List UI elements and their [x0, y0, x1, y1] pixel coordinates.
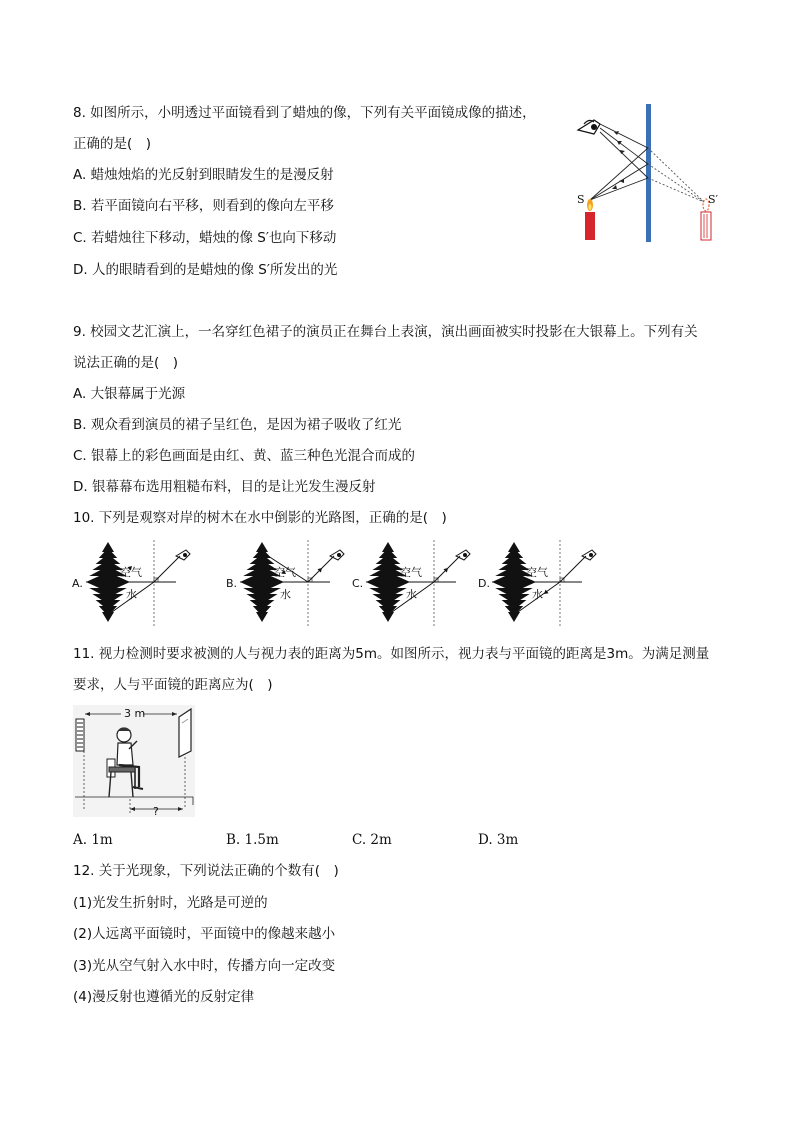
ray-diagram: [226, 536, 356, 628]
label-s: S: [577, 193, 585, 206]
q9-option-a[interactable]: A. 大银幕属于光源: [73, 386, 186, 402]
label-water: 水: [280, 588, 291, 601]
q8-option-a[interactable]: A. 蜡烛烛焰的光反射到眼睛发生的是漫反射: [73, 167, 334, 183]
label-air: 空气: [400, 566, 422, 579]
label-water: 水: [532, 588, 543, 601]
label-air: 空气: [120, 566, 142, 579]
q8-option-b[interactable]: B. 若平面镜向右平移，则看到的像向左平移: [73, 198, 334, 214]
option-letter: C.: [352, 577, 364, 590]
q11-option-a[interactable]: A. 1m: [73, 832, 113, 848]
q8-stem-line1: 8. 如图所示，小明透过平面镜看到了蜡烛的像，下列有关平面镜成像的描述，: [73, 105, 536, 121]
q11-option-c[interactable]: C. 2m: [352, 832, 392, 848]
q9-stem-line2: 说法正确的是( ): [73, 355, 179, 371]
q8-stem-line2: 正确的是( ): [73, 136, 152, 152]
q11-eye-test-figure: [73, 705, 195, 817]
q8-option-d[interactable]: D. 人的眼睛看到的是蜡烛的像 S′所发出的光: [73, 262, 338, 278]
q10-figure-d[interactable]: [478, 536, 608, 628]
dimension-bottom-label: ?: [153, 805, 159, 818]
eye-chart: [76, 719, 84, 751]
q10-figure-c[interactable]: [352, 536, 482, 628]
label-air: 空气: [526, 566, 548, 579]
label-water: 水: [406, 588, 417, 601]
q12-item-1: (1)光发生折射时，光路是可逆的: [73, 895, 268, 911]
wall-mirror: [179, 709, 191, 757]
option-letter: D.: [478, 577, 490, 590]
q10-stem: 10. 下列是观察对岸的树木在水中倒影的光路图，正确的是( ): [73, 510, 447, 526]
q11-stem-line1: 11. 视力检测时要求被测的人与视力表的距离为5m。如图所示，视力表与平面镜的距离是3m。为满足测量: [73, 646, 710, 662]
ray-diagram: [478, 536, 608, 628]
option-letter: B.: [226, 577, 238, 590]
q9-option-c[interactable]: C. 银幕上的彩色画面是由红、黄、蓝三种色光混合而成的: [73, 448, 416, 464]
candle: [585, 199, 595, 240]
eye-icon: [578, 120, 600, 134]
light-ray: [560, 556, 586, 582]
q10-figure-b[interactable]: [226, 536, 356, 628]
q9-option-b[interactable]: B. 观众看到演员的裙子呈红色，是因为裙子吸收了红光: [73, 417, 402, 433]
q11-option-b[interactable]: B. 1.5m: [226, 832, 279, 848]
label-air: 空气: [274, 566, 296, 579]
q12-item-2: (2)人远离平面镜时，平面镜中的像越来越小: [73, 926, 336, 942]
plane-mirror: [646, 104, 651, 242]
q11-stem-line2: 要求，人与平面镜的距离应为( ): [73, 677, 273, 693]
q8-mirror-figure: [572, 104, 722, 244]
q12-stem: 12. 关于光现象，下列说法正确的个数有( ): [73, 863, 339, 879]
q12-item-3: (3)光从空气射入水中时，传播方向一定改变: [73, 958, 336, 974]
q8-option-c[interactable]: C. 若蜡烛往下移动，蜡烛的像 S′也向下移动: [73, 230, 337, 246]
option-letter: A.: [72, 577, 83, 590]
ray-diagram: [72, 536, 202, 628]
light-ray: [154, 556, 180, 582]
q10-figure-a[interactable]: [72, 536, 202, 628]
q9-stem-line1: 9. 校园文艺汇演上，一名穿红色裙子的演员正在舞台上表演，演出画面被实时投影在大银幕上。下列有关: [73, 324, 698, 340]
q11-option-d[interactable]: D. 3m: [478, 832, 519, 848]
label-water: 水: [126, 588, 137, 601]
dimension-top-label: 3 m: [124, 707, 146, 720]
q12-item-4: (4)漫反射也遵循光的反射定律: [73, 989, 255, 1005]
ray-diagram: [352, 536, 482, 628]
q9-option-d[interactable]: D. 银幕幕布选用粗糙布料，目的是让光发生漫反射: [73, 479, 376, 495]
label-s-image: S′: [708, 193, 719, 206]
